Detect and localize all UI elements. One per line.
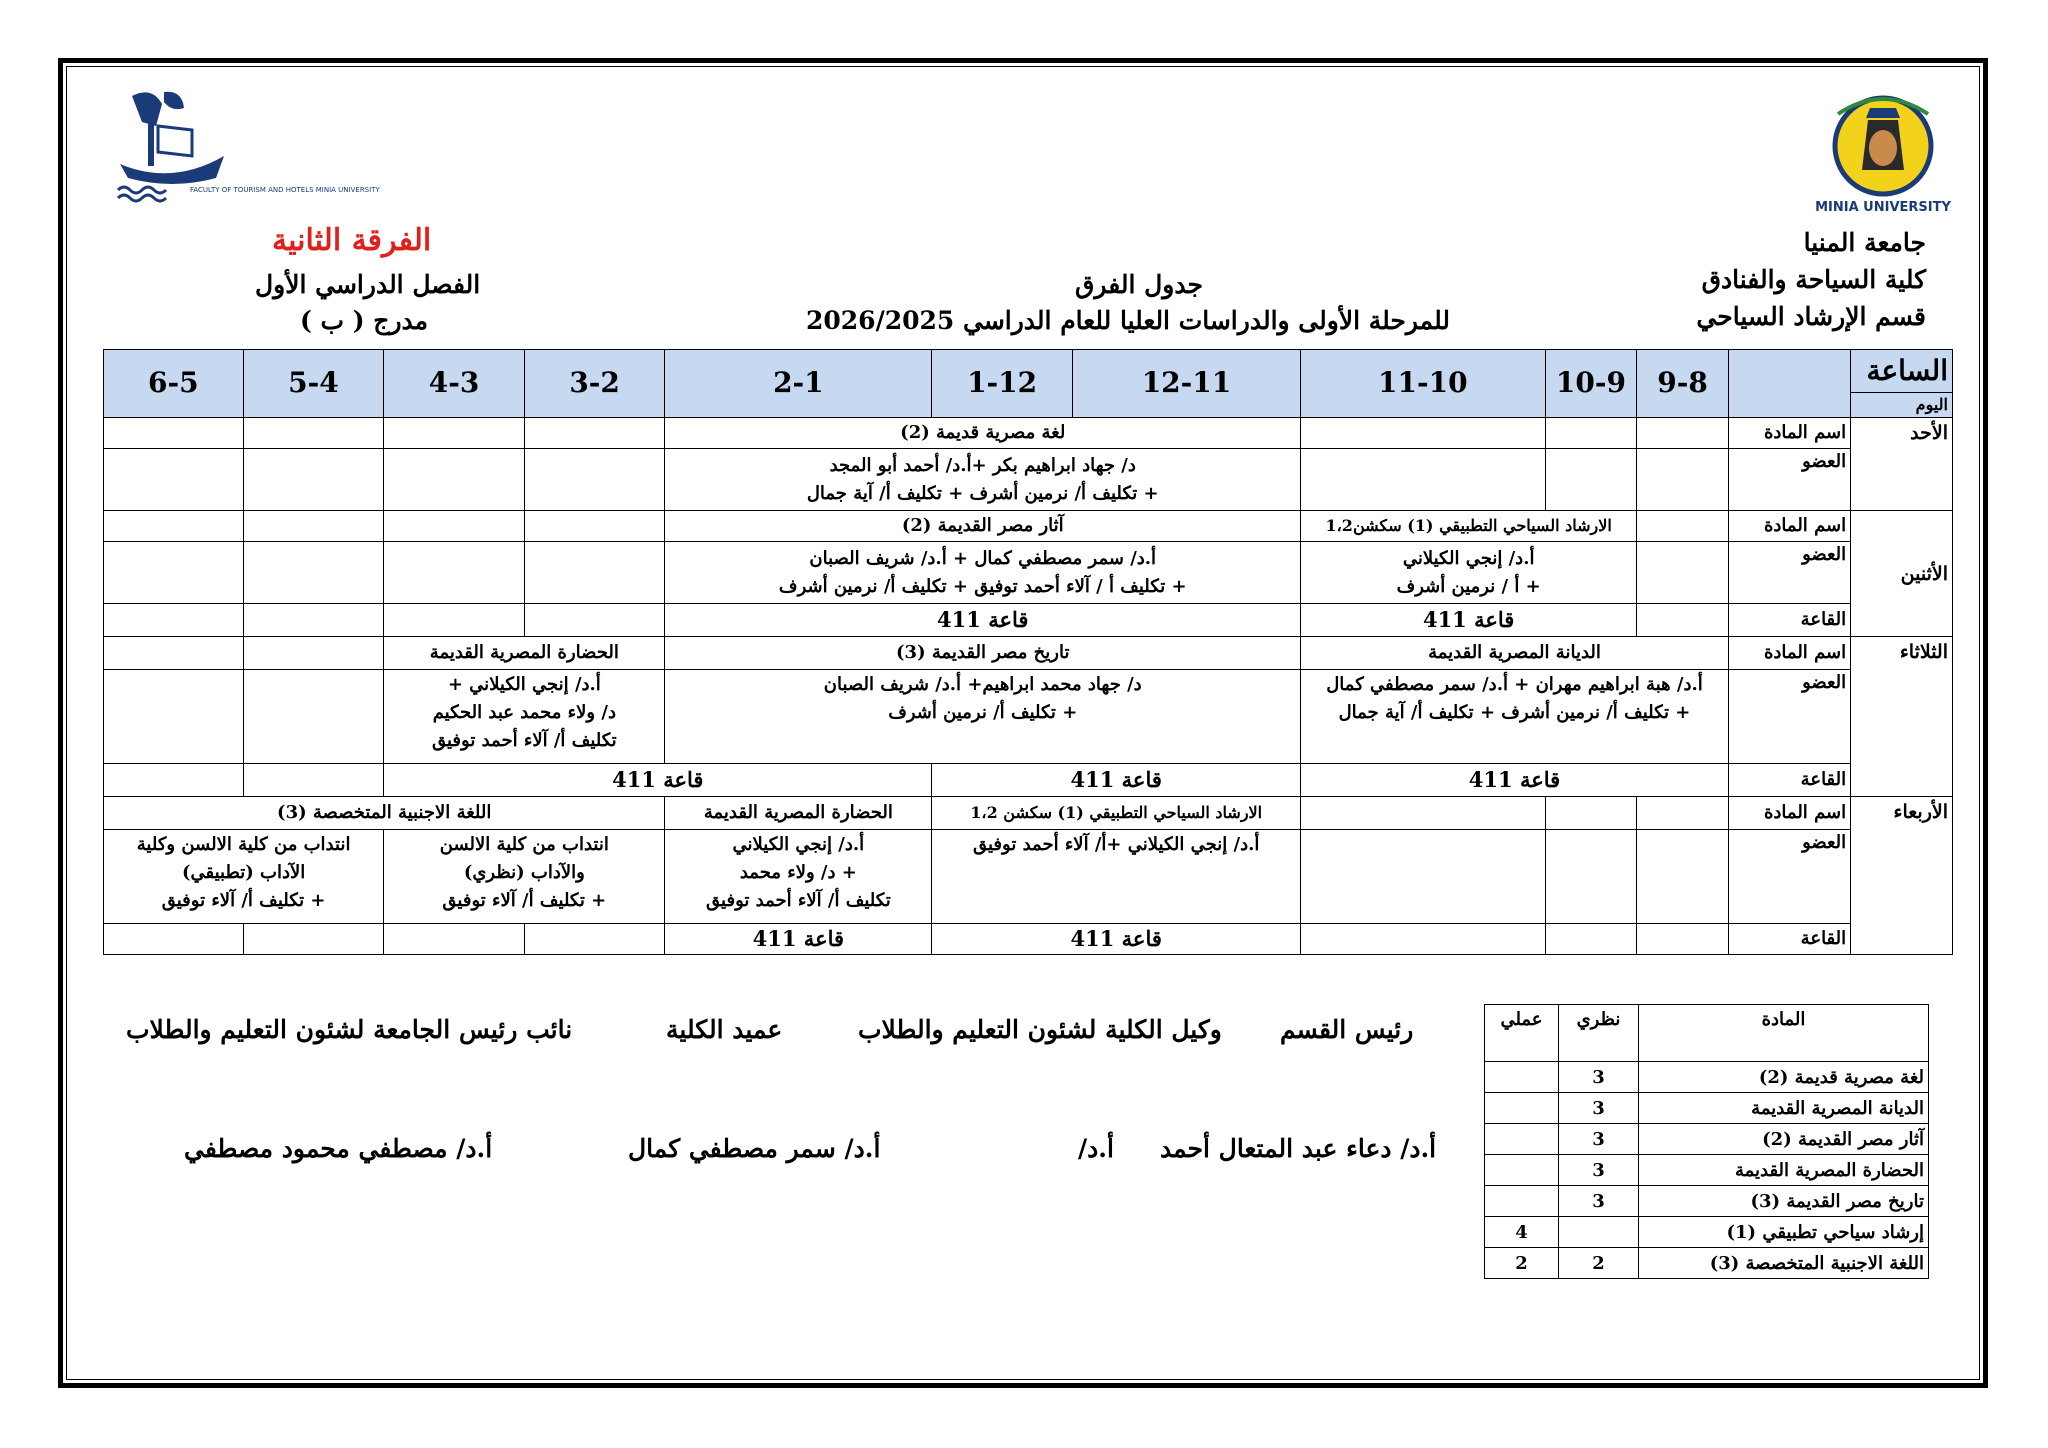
tuesday-room-row [104,764,1953,797]
tuesday-member-c-line2: د/ ولاء محمد عبد الحكيم [432,701,616,723]
credit-subject: آثار مصر القديمة (2) [1639,1124,1929,1155]
tuesday-member-b-line2: + تكليف أ/ نرمين أشرف [888,701,1078,723]
monday-member-row [104,542,1953,604]
department-name: قسم الإرشاد السياحي [1696,302,1926,331]
wednesday-member-d-line1: انتداب من كلية الالسن وكلية [136,834,351,855]
monday-member-a-line2: + أ / نرمين أشرف [1396,575,1541,597]
credit-theory: 3 [1559,1186,1639,1217]
sig-vice-dean-title: وكيل الكلية لشئون التعليم والطلاب [858,1015,1222,1044]
monday-member-b-line1: أ.د/ سمر مصطفي كمال + أ.د/ شريف الصبان [809,547,1157,569]
sig-vice-dean-name: أ.د/ [1078,1134,1114,1163]
credit-practical [1485,1186,1559,1217]
monday-room-a: قاعة 411 [1301,604,1637,637]
tuesday-member-row [104,670,1953,764]
credits-header-row [1485,1005,1929,1062]
credit-subject: اللغة الاجنبية المتخصصة (3) [1639,1248,1929,1279]
row-label-member: العضو [1728,830,1850,924]
wednesday-member-c-line2: والآداب (نظري) [463,861,585,883]
credit-practical [1485,1155,1559,1186]
wednesday-member-c-line3: + تكليف أ/ آلاء توفيق [442,889,607,911]
slot-10-9: 10-9 [1545,350,1637,418]
monday-subject-row [104,511,1953,542]
slot-5-4: 5-4 [243,350,384,418]
wednesday-subject-row [104,797,1953,830]
monday-member-b-line2: + تكليف أ / آلاء أحمد توفيق + تكليف أ/ نرمين أشرف [778,575,1187,597]
monday-subject-b: آثار مصر القديمة (2) [665,511,1301,542]
day-label: اليوم [1851,393,1953,418]
day-sunday: الأحد [1851,418,1953,511]
day-tuesday: الثلاثاء [1851,637,1953,797]
row-label-subject: اسم المادة [1728,511,1850,542]
wednesday-subject-a: الارشاد السياحي التطبيقي (1) سكشن 1،2 [932,797,1301,830]
sunday-member-line2: + تكليف أ/ نرمين أشرف + تكليف أ/ آية جمال [806,482,1159,504]
tuesday-subject-c: الحضارة المصرية القديمة [384,637,665,670]
day-wednesday: الأربعاء [1851,797,1953,955]
sunday-subject: لغة مصرية قديمة (2) [665,418,1301,449]
tuesday-member-c [384,670,665,764]
credit-subject: إرشاد سياحي تطبيقي (1) [1639,1217,1929,1248]
schedule-subtitle: للمرحلة الأولى والدراسات العليا للعام الدراسي 2026/2025 [806,306,1450,335]
tuesday-member-b [665,670,1301,764]
tuesday-member-c-line3: تكليف أ/ آلاء أحمد توفيق [431,729,617,751]
wednesday-member-a: أ.د/ إنجي الكيلاني +أ/ آلاء أحمد توفيق [932,830,1301,924]
hour-label: الساعة [1851,350,1953,393]
sig-head-name: أ.د/ دعاء عبد المتعال أحمد [1160,1134,1437,1163]
tuesday-member-a-line1: أ.د/ هبة ابراهيم مهران + أ.د/ سمر مصطفي كمال [1326,674,1703,695]
timetable [103,349,1953,955]
credits-row [1485,1093,1929,1124]
credit-subject: لغة مصرية قديمة (2) [1639,1062,1929,1093]
wednesday-member-d-line3: + تكليف أ/ آلاء توفيق [161,889,326,911]
slot-4-3: 4-3 [384,350,525,418]
credit-practical [1485,1062,1559,1093]
row-label-subject: اسم المادة [1728,637,1850,670]
tuesday-room-a: قاعة 411 [1301,764,1729,797]
sig-vice-president-name: أ.د/ مصطفي محمود مصطفي [184,1134,493,1163]
credit-practical [1485,1124,1559,1155]
university-logo [1808,90,1958,220]
wednesday-member-d-line2: الآداب (تطبيقي) [181,861,306,883]
faculty-logo-text: FACULTY OF TOURISM AND HOTELS MINIA UNIVERSITY [190,186,380,194]
wednesday-member-c-line1: انتداب من كلية الالسن [439,834,609,855]
credits-row [1485,1186,1929,1217]
credit-subject: الحضارة المصرية القديمة [1639,1155,1929,1186]
monday-room-row [104,604,1953,637]
credits-head-theory: نظري [1559,1005,1639,1062]
credits-table [1484,1004,1929,1279]
row-label-member: العضو [1728,449,1850,511]
credit-theory: 3 [1559,1155,1639,1186]
university-logo-caption: MINIA UNIVERSITY [1815,200,1951,215]
slot-9-8: 9-8 [1637,350,1729,418]
credits-row [1485,1062,1929,1093]
row-label-room: القاعة [1728,604,1850,637]
credit-theory: 3 [1559,1062,1639,1093]
row-label-subject: اسم المادة [1728,418,1850,449]
tuesday-room-b: قاعة 411 [932,764,1301,797]
credit-subject: الديانة المصرية القديمة [1639,1093,1929,1124]
credit-subject: تاريخ مصر القديمة (3) [1639,1186,1929,1217]
sig-head-title: رئيس القسم [1280,1015,1414,1044]
monday-member-a-line1: أ.د/ إنجي الكيلاني [1402,547,1535,569]
credit-practical [1485,1093,1559,1124]
credit-theory: 2 [1559,1248,1639,1279]
credits-row [1485,1124,1929,1155]
wednesday-member-b-line3: تكليف أ/ آلاء أحمد توفيق [706,889,891,911]
slot-12-11: 12-11 [1072,350,1300,418]
row-label-member: العضو [1728,542,1850,604]
tuesday-member-b-line1: د/ جهاد محمد ابراهيم+ أ.د/ شريف الصبان [823,674,1142,695]
faculty-name: كلية السياحة والفنادق [1701,265,1926,294]
sunday-member-row [104,449,1953,511]
credit-practical: 2 [1485,1248,1559,1279]
wednesday-subject-c: اللغة الاجنبية المتخصصة (3) [104,797,665,830]
monday-subject-a: الارشاد السياحي التطبيقي (1) سكشن1،2 [1301,511,1637,542]
credits-row [1485,1217,1929,1248]
wednesday-member-b-line2: + د/ ولاء محمد [739,861,857,883]
sig-dean-title: عميد الكلية [666,1015,783,1044]
slot-3-2: 3-2 [524,350,665,418]
wednesday-subject-b: الحضارة المصرية القديمة [665,797,932,830]
header-row-hours [104,350,1953,393]
tuesday-subject-a: الديانة المصرية القديمة [1301,637,1729,670]
credits-head-subject: المادة [1639,1005,1929,1062]
row-label-subject: اسم المادة [1728,797,1850,830]
tuesday-room-c: قاعة 411 [384,764,932,797]
tuesday-member-a [1301,670,1729,764]
sunday-subject-row [104,418,1953,449]
monday-room-b: قاعة 411 [665,604,1301,637]
wednesday-member-row [104,830,1953,924]
sunday-member-line1: د/ جهاد ابراهيم بكر +أ.د/ أحمد أبو المجد [829,454,1136,476]
wednesday-member-c [384,830,665,924]
credit-theory: 3 [1559,1093,1639,1124]
empty-head-cell [1728,350,1850,418]
sig-dean-name: أ.د/ سمر مصطفي كمال [628,1134,881,1163]
schedule-title: جدول الفرق [1075,270,1203,299]
university-name: جامعة المنيا [1803,228,1926,257]
slot-6-5: 6-5 [104,350,244,418]
credits-row [1485,1248,1929,1279]
tuesday-subject-b: تاريخ مصر القديمة (3) [665,637,1301,670]
row-label-room: القاعة [1728,764,1850,797]
tuesday-subject-row [104,637,1953,670]
sig-vice-president-title: نائب رئيس الجامعة لشئون التعليم والطلاب [126,1015,573,1044]
slot-2-1: 2-1 [665,350,932,418]
row-label-member: العضو [1728,670,1850,764]
day-monday: الأثنين [1851,511,1953,637]
monday-member-a [1301,542,1637,604]
wednesday-member-d [104,830,384,924]
wednesday-room-a: قاعة 411 [932,924,1301,955]
sunday-member [665,449,1301,511]
credits-head-practical: عملي [1485,1005,1559,1062]
wednesday-member-b-line1: أ.د/ إنجي الكيلاني [732,834,865,855]
wednesday-member-b [665,830,932,924]
faculty-logo [112,86,380,214]
monday-member-b [665,542,1301,604]
tuesday-member-c-line1: أ.د/ إنجي الكيلاني + [447,674,601,695]
row-label-room: القاعة [1728,924,1850,955]
slot-11-10: 11-10 [1301,350,1545,418]
credit-theory [1559,1217,1639,1248]
semester: الفصل الدراسي الأول [255,270,481,299]
tuesday-member-a-line2: + تكليف أ/ نرمين أشرف + تكليف أ/ آية جمال [1338,701,1691,723]
hall-name: مدرج ( ب ) [300,306,429,335]
credit-theory: 3 [1559,1124,1639,1155]
wednesday-room-row [104,924,1953,955]
year-group: الفرقة الثانية [272,223,432,258]
credit-practical: 4 [1485,1217,1559,1248]
credits-row [1485,1155,1929,1186]
wednesday-room-b: قاعة 411 [665,924,932,955]
slot-1-12: 1-12 [932,350,1073,418]
